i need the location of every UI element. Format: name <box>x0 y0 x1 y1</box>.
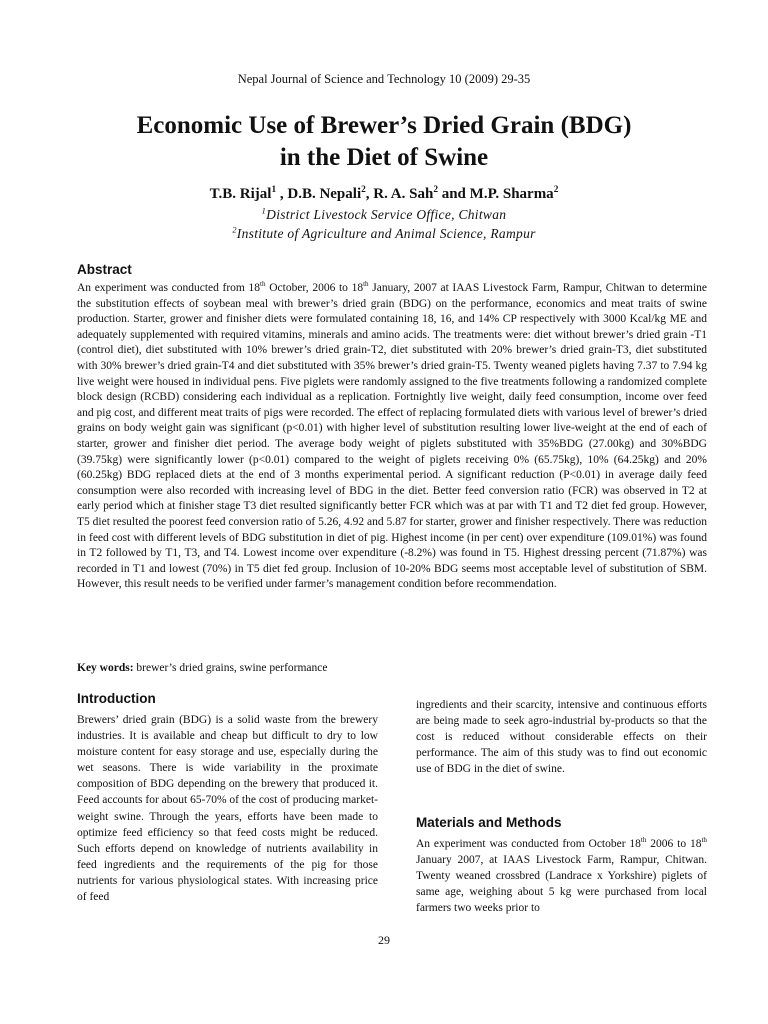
methods-text: January 2007, at IAAS Livestock Farm, Rampur, Chitwan. Twenty weaned crossbred (Landrace x Yorkshire) piglets of same age, weighing about 5 kg were purchased from local farmers two weeks prior to <box>416 854 707 915</box>
ordinal-suffix: th <box>640 836 647 845</box>
journal-citation: Nepal Journal of Science and Technology 10 (2009) 29-35 <box>237 72 531 86</box>
ordinal-suffix: th <box>701 836 707 845</box>
abstract-heading: Abstract <box>77 262 132 277</box>
keywords-label: Key words: <box>77 662 134 674</box>
affiliation-text: District Livestock Service Office, Chitwan <box>266 207 507 222</box>
author-list <box>0 186 768 203</box>
affiliation-mark: 2 <box>232 225 237 235</box>
page-number: 29 <box>378 933 390 947</box>
abstract-text: January, 2007 at IAAS Livestock Farm, Rampur, Chitwan to determine the substitution effects of soybean meal with brewer’s dried grain (BDG) on the performance, economics and meat traits of swine production. Starter, grower and finisher diets were formulated containing 18, 16, and 14% CP respectively with 3000 Kcal/kg ME and adequately supplemented with required vitamins, minerals and amino acids. The treatments were: diet without brewer’s dried grain -T1 (control diet), diet substituted with 10% brewer’s dried grain-T2, diet substituted with 20% brewer’s dried grain-T3, diet substituted with 30% brewer’s dried grain-T4 and diet substituted with 35% brewer’s dried grain-T5. Twenty weaned piglets having 7.37 to 7.94 kg live weight were housed in individual pens. Five piglets were randomly assigned to the five treatments following a randomized complete block design (RCBD) considering each individual as a replication. Fortnightly live weight, daily feed consumption, income over feed and pig cost, and different meat traits of pigs were recorded. The effect of replacing formulated diets with various level of brewer’s dried grains on body weight gain was significant (p<0.01) with higher level of substitution resulting lower live-weight at the end of each of starter, grower and finisher diet period. The average body weight of piglets substituted with 35%BDG (27.00kg) and 30%BDG (39.75kg) were significantly lower (p<0.01) compared to the weight of piglets receiving 0% (65.75kg), 10% (64.25kg) and 20% (60.25kg) BDG replaced diets at the end of 3 months experimental period. A significant reduction (P<0.01) in average daily feed consumption were also recorded with increasing level of BDG in the diet. Better feed conversion ratio (FCR) was observed in T2 at early period which at finisher stage T3 diet resulted significantly better FCR which was at par with T1 and T2 diet fed group. However, T5 diet resulted the poorest feed conversion ratio of 5.26, 4.92 and 5.87 for starter, grower and finisher respectively. There was reduction in feed cost with different levels of BDG substitution in diet of pig. Highest income (in per cent) over expenditure (109.01%) was found in T2 followed by T1, T3, and T4. Lowest income over expenditure (-8.2%) was found in T5. Highest dressing percent (71.87%) was recorded in T1 and lowest (70%) in T5 diet fed group. Inclusion of 10-20% BDG seems most acceptable level of substitution of SBM. However, this result needs to be verified under farmer’s management condition before recommendation. <box>77 282 707 591</box>
author-name: D.B. Nepali <box>287 186 362 202</box>
ordinal-suffix: th <box>363 280 369 289</box>
author-name: R. A. Sah <box>373 186 434 202</box>
paper-title <box>40 110 728 174</box>
introduction-column-1: Brewers’ dried grain (BDG) is a solid waste from the brewery industries. It is available and cheap but difficult to dry to low moisture content for easy storage and use, especially during the wet seasons. There is wide variability in the proximate composition of BDG depending on the brewery that produced it. Feed accounts for about 65-70% of the cost of producing market-weight swine. Through the years, efforts have been made to optimize feed efficiency so that feed costs might be reduced. Such efforts depend on knowledge of nutrients availability in feed ingredients and the requirements of the pig for those nutrients for various physiological states. With increasing price of feed <box>77 714 378 904</box>
keywords-text: brewer’s dried grains, swine performance <box>133 662 328 674</box>
title-line-1: Economic Use of Brewer’s Dried Grain (BDG) <box>136 112 632 139</box>
author-separator: , <box>365 186 374 202</box>
affiliation-2 <box>0 226 768 242</box>
abstract-text: An experiment was conducted from 18 <box>77 282 261 294</box>
author-affiliation-mark: 2 <box>361 185 366 195</box>
author-name: M.P. Sharma <box>469 186 554 202</box>
methods-text: 2006 to 18 <box>646 838 702 850</box>
introduction-column-2: ingredients and their scarcity, intensive and continuous efforts are being made to seek agro-industrial by-products so that the cost is reduced without considerable effects on their performance. The aim of this study was to find out economic use of BDG in the diet of swine. <box>416 699 707 776</box>
author-affiliation-mark: 2 <box>433 185 438 195</box>
abstract-body <box>77 281 707 593</box>
keywords <box>77 662 707 674</box>
methods-heading: Materials and Methods <box>416 815 562 830</box>
author-affiliation-mark: 2 <box>553 185 559 195</box>
author-separator: , <box>276 186 288 202</box>
affiliation-1 <box>0 207 768 223</box>
ordinal-suffix: th <box>260 280 266 289</box>
title-line-2: in the Diet of Swine <box>279 144 489 171</box>
abstract-text: October, 2006 to 18 <box>265 282 364 294</box>
author-separator: and <box>437 186 470 202</box>
author-affiliation-mark: 1 <box>271 185 277 195</box>
methods-body <box>416 836 707 916</box>
affiliation-mark: 1 <box>261 206 267 216</box>
introduction-heading: Introduction <box>77 691 156 706</box>
methods-text: An experiment was conducted from October 18 <box>416 838 641 850</box>
affiliation-text: Institute of Agriculture and Animal Science, Rampur <box>236 226 536 241</box>
author-name: T.B. Rijal <box>209 186 272 202</box>
